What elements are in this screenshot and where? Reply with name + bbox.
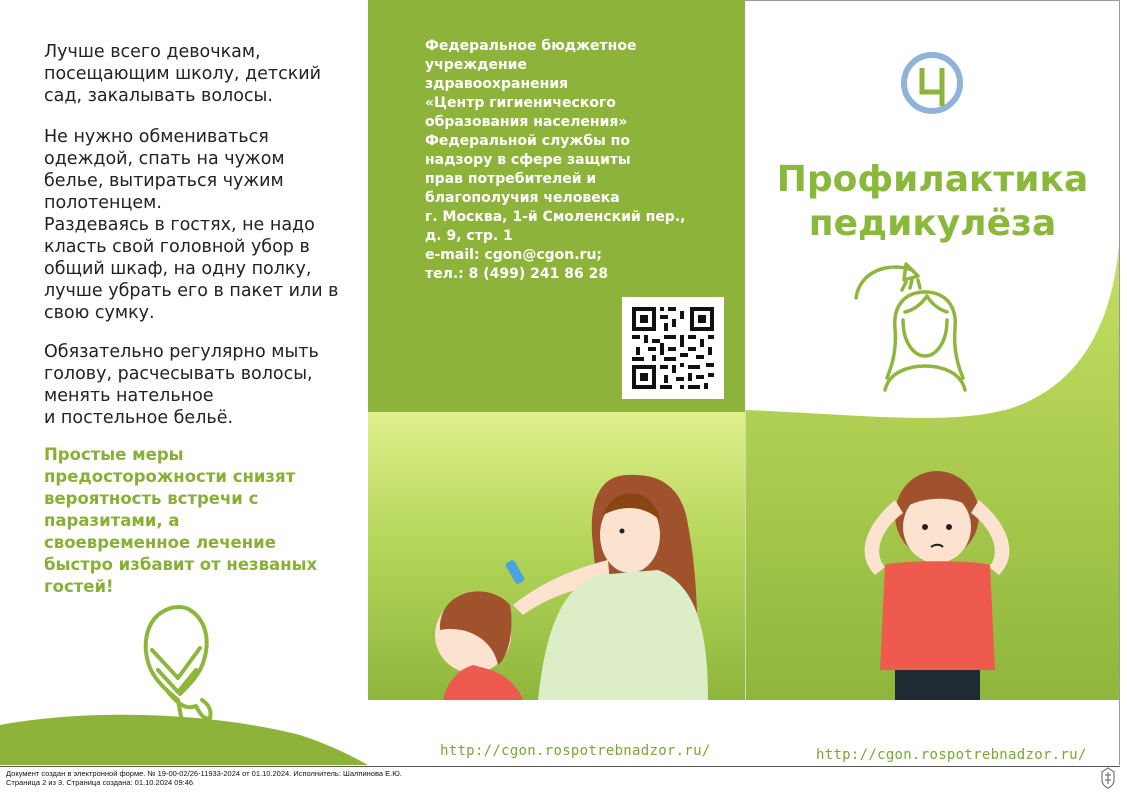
- footer-document-line: Документ создан в электронной форме. № 19-00-02/26-11933-2024 от 01.10.2024. Исполнитель: Шалпинова Е.Ю.: [6, 769, 402, 778]
- footer-page-line: Страница 2 из 3. Страница создана: 01.10.2024 09:46: [6, 778, 194, 787]
- person-icon: [875, 280, 975, 395]
- qr-code[interactable]: [622, 297, 724, 399]
- middle-panel: [368, 0, 745, 700]
- frame-right-border: [1119, 0, 1120, 765]
- mother-and-child-illustration: [398, 465, 745, 700]
- document-footer: [6, 769, 906, 787]
- highlight-message: Простые меры предосторожности снизят вероятность встречи с паразитами, а своевременное лечение быстро избавит от незваных гостей!: [44, 445, 318, 596]
- paragraph-hygiene: Обязательно регулярно мыть голову, расчесывать волосы, менять нательное и постельное бельё.: [44, 342, 319, 428]
- title-line-1: Профилактика: [776, 159, 1089, 200]
- middle-website-link[interactable]: http://cgon.rospotrebnadzor.ru/: [440, 743, 711, 759]
- qr-code-pattern: [622, 297, 724, 399]
- right-panel: [745, 0, 1120, 700]
- frame-top-border: [745, 0, 1120, 1]
- title-line-2: педикулёза: [808, 203, 1057, 244]
- paragraph-hair-clips: Лучше всего девочкам, посещающим школу, детский сад, закалывать волосы.: [44, 42, 322, 106]
- left-panel: [0, 0, 368, 765]
- paragraph-personal-items: Не нужно обмениваться одеждой, спать на чужом белье, вытираться чужим полотенцем. Раздеваясь в гостях, не надо класть свой головной убор в общий шкаф, на одну полку, лучше убрать его в пакет или в свою сумку.: [44, 127, 339, 323]
- fold-line-right: [745, 410, 746, 700]
- organization-contacts: Федеральное бюджетное учреждение здравоохранения «Центр гигиенического образования населения» Федеральной службы по надзору в сфере защиты прав потребителей и благополучия человека г. Москва, 1-й Смоленский пер., д. 9, стр. 1 e-mail: cgon@cgon.ru; тел.: 8 (499) 241 86 28: [425, 38, 686, 282]
- emblem-icon: [1098, 766, 1118, 790]
- right-website-link[interactable]: http://cgon.rospotrebnadzor.ru/: [816, 747, 1087, 763]
- cgon-logo-icon: [898, 50, 966, 116]
- boy-scratching-head-illustration: [845, 455, 1030, 700]
- footer-divider: [0, 766, 1120, 767]
- left-bottom-swoosh: [0, 700, 368, 765]
- page-title: [745, 158, 1120, 246]
